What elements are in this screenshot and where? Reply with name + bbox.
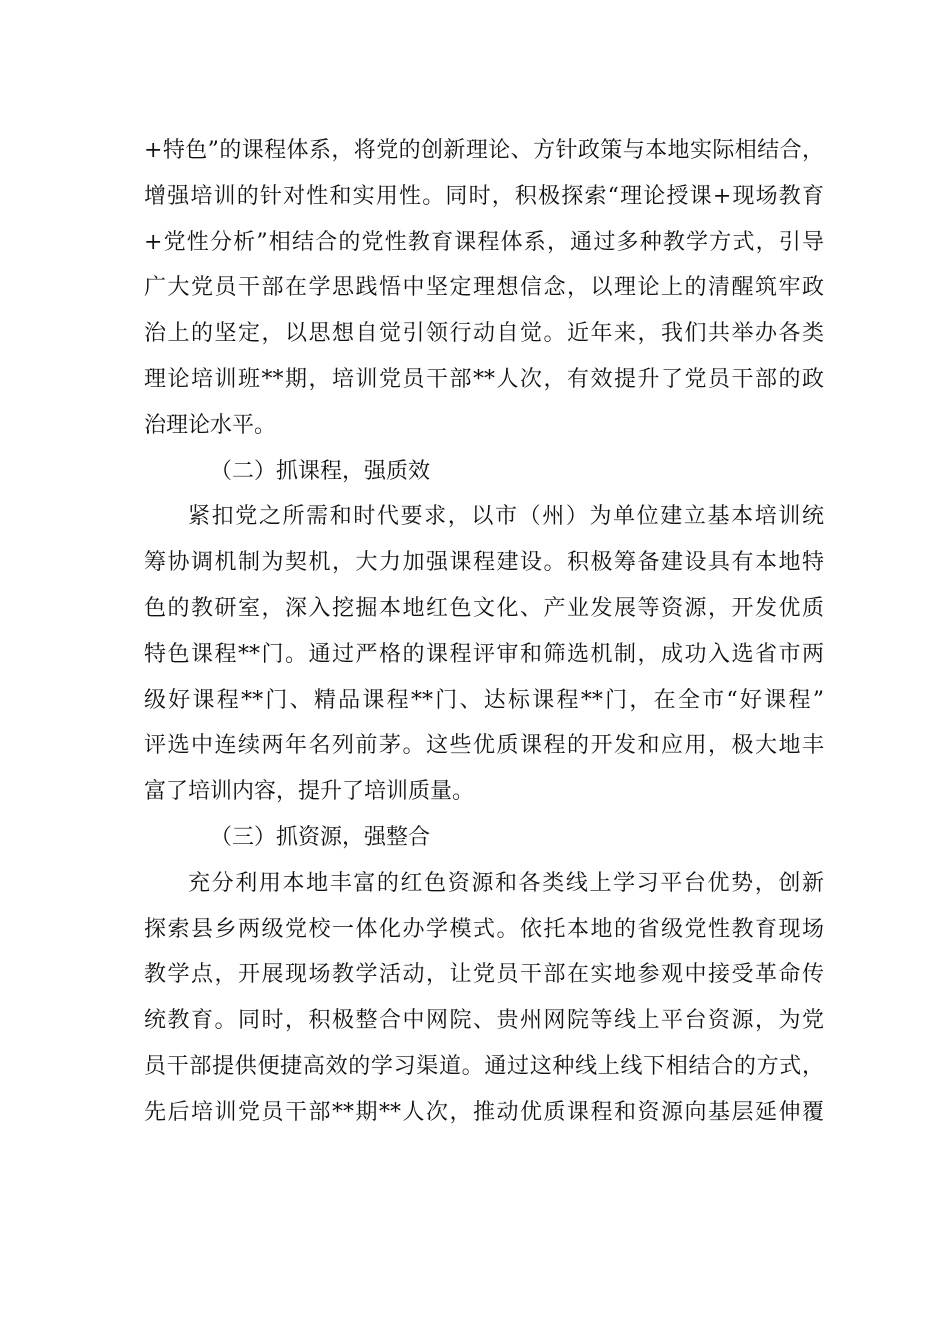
body-line: +党性分析”相结合的党性教育课程体系，通过多种教学方式，引导 xyxy=(144,229,824,255)
body-line: 紧扣党之所需和时代要求，以市（州）为单位建立基本培训统 xyxy=(188,504,824,530)
body-line: 统教育。同时，积极整合中网院、贵州网院等线上平台资源，为党 xyxy=(144,1008,824,1034)
body-line: +特色”的课程体系，将党的创新理论、方针政策与本地实际相结合， xyxy=(144,138,824,163)
body-line: 教学点，开展现场教学活动，让党员干部在实地参观中接受革命传 xyxy=(144,962,824,988)
section-heading-3: （三）抓资源，强整合 xyxy=(210,824,431,850)
body-line: 评选中连续两年名列前茅。这些优质课程的开发和应用，极大地丰 xyxy=(144,733,824,759)
body-line: 增强培训的针对性和实用性。同时，积极探索“理论授课+现场教育 xyxy=(144,183,824,209)
body-line: 理论培训班**期，培训党员干部**人次，有效提升了党员干部的政 xyxy=(144,366,824,392)
section-heading-2: （二）抓课程，强质效 xyxy=(210,458,431,484)
body-line: 治上的坚定，以思想自觉引领行动自觉。近年来，我们共举办各类 xyxy=(144,321,824,347)
body-line: 富了培训内容，提升了培训质量。 xyxy=(144,779,475,805)
body-line: 先后培训党员干部**期**人次，推动优质课程和资源向基层延伸覆 xyxy=(144,1099,824,1125)
body-line: 员干部提供便捷高效的学习渠道。通过这种线上线下相结合的方式， xyxy=(144,1053,824,1079)
body-line: 筹协调机制为契机，大力加强课程建设。积极筹备建设具有本地特 xyxy=(144,550,824,576)
body-line: 治理论水平。 xyxy=(144,412,277,438)
body-line: 广大党员干部在学思践悟中坚定理想信念，以理论上的清醒筑牢政 xyxy=(144,275,824,301)
body-line: 特色课程**门。通过严格的课程评审和筛选机制，成功入选省市两 xyxy=(144,641,824,667)
body-line: 色的教研室，深入挖掘本地红色文化、产业发展等资源，开发优质 xyxy=(144,595,824,621)
body-line: 充分利用本地丰富的红色资源和各类线上学习平台优势，创新 xyxy=(188,870,824,896)
body-line: 级好课程**门、精品课程**门、达标课程**门，在全市“好课程” xyxy=(144,687,824,713)
document-body xyxy=(144,128,824,1136)
body-line: 探索县乡两级党校一体化办学模式。依托本地的省级党性教育现场 xyxy=(144,916,824,942)
